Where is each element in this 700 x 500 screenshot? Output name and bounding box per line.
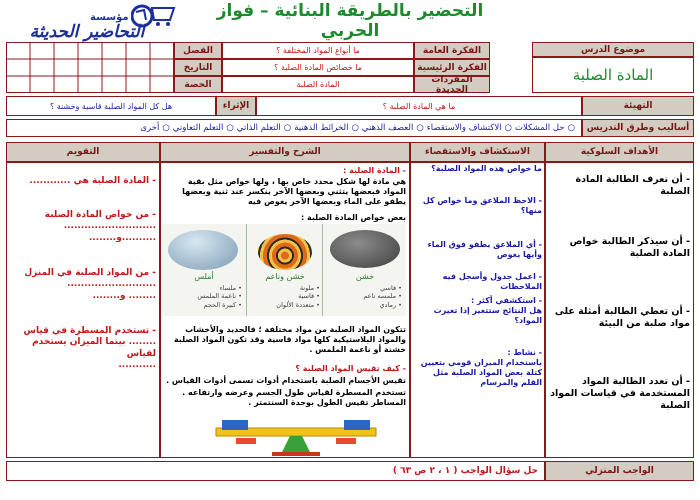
method-radio-3[interactable]: ○	[416, 123, 424, 133]
evaluate-item-2-text: - من خواص المادة الصلبة ...........................	[44, 210, 156, 232]
method-item-1: حل المشكلات	[514, 123, 565, 133]
explain-header: الشرح والتفسير	[160, 142, 410, 162]
prop-rough-1: • قاسي	[380, 284, 402, 292]
method-item-3: العصف الذهني	[361, 123, 414, 133]
warmup-label: التهيئة	[582, 96, 694, 116]
enrichment-value: هل كل المواد الصلبة قاسية وخشنة ؟	[6, 96, 216, 116]
explain-text-5: تستخدم المسطرة لقياس طول الجسم وعرضه وارتفاعه . المساطر تقيس الطول بوحدة السنتمتر .	[182, 388, 406, 407]
evaluate-item-4-text: - تستخدم المسطرة في قياس ........ بينما الميزان يستخدم لقياس	[23, 326, 156, 359]
explore-item-5-head: - استكشفي أكثر :	[470, 296, 542, 305]
explain-head-2: - كيف تقيس المواد الصلبة ؟	[295, 364, 406, 373]
method-radio-4[interactable]: ○	[351, 123, 359, 133]
method-item-5: التعلم الذاتي	[236, 123, 281, 133]
explore-item-6	[414, 348, 542, 388]
lesson-topic-value: المادة الصلبة	[532, 57, 694, 93]
explore-item-1	[414, 164, 542, 174]
prop-mixed-3: • متعددة الألوان	[276, 300, 320, 309]
explain-text-3: تتكون المواد الصلبة من مواد مختلفة ؛ فالحديد والأخشاب والمواد البلاستيكية كلها مواد قاسية وقد تكون المواد الصلبة خشنة أو ناعمة الملمس .	[173, 325, 406, 354]
class-label: الفصل	[174, 42, 222, 59]
explain-text-1: هي مادة لها شكل محدد خاص بها ، ولها خواص مثل بقية المواد فبعضها يتثني وبعضها الآخر ينكسر عند ثنية وبعضها يطفو على الماء وبعضها الآخر يغوص فيه	[182, 177, 406, 206]
method-item-2: الاكتشاف والاستقصاء	[426, 123, 502, 133]
evaluate-item-1-text: - المادة الصلبة هي ............	[29, 176, 156, 186]
new-vocab-label: المفردات الجديدة	[414, 76, 490, 93]
logo-name: التحاضير الحديثة	[29, 22, 145, 42]
rough-stone-image	[330, 230, 400, 268]
explore-item-6-body: باستخدام الميزان قومي بتعيين كتلة بعض المواد الصلبة مثل القلم والمرسام	[420, 358, 542, 387]
explain-text-4: تقيس الأجسام الصلبة باستخدام أدوات تسمى أدوات القياس .	[166, 376, 406, 385]
image-props-mixed	[250, 284, 320, 309]
explore-item-4-head: - اعمل جدول وأسجل فيه الملاحظات	[442, 272, 542, 291]
explore-item-6-head: - نشاط :	[507, 348, 542, 357]
period-label: الحصة	[174, 76, 222, 93]
prop-smooth-1: • ملساء	[219, 284, 242, 292]
evaluate-item-2-dots: ..........و........	[88, 232, 156, 243]
logo	[2, 2, 180, 44]
image-label-smooth: أملس	[194, 272, 214, 281]
image-label-rough: خشن	[355, 272, 375, 281]
evaluate-header: التقويم	[6, 142, 160, 162]
objective-3: - أن تعطي الطالبة أمثلة على مواد صلبة من البيئة	[554, 306, 690, 329]
balance-scale-image	[206, 412, 386, 456]
explore-item-2	[414, 196, 542, 216]
explore-item-4	[414, 272, 542, 292]
evaluate-item-4-dots: ...........	[118, 359, 156, 370]
method-item-6: التعلم التعاوني	[172, 123, 224, 133]
shell-image	[258, 234, 312, 270]
homework-label: الواجب المنزلي	[545, 461, 694, 481]
image-props-smooth	[166, 284, 242, 309]
schedule-grid	[6, 42, 174, 93]
methods-list	[6, 119, 582, 137]
explore-header: الاستكشاف والاستقصاء	[410, 142, 545, 162]
evaluate-item-3-dots: ........ و........	[92, 290, 156, 301]
objective-2: - أن سيذكر الطالبة خواص المادة الصلبة	[569, 236, 690, 259]
date-label: التاريخ	[174, 59, 222, 76]
general-idea-value: ما أنواع المواد المختلفة ؟	[222, 42, 414, 59]
evaluate-body	[6, 162, 160, 458]
method-radio-2[interactable]: ○	[504, 123, 512, 133]
method-item-7: أخرى	[140, 123, 160, 133]
explain-text-2: بعض خواص المادة الصلبة :	[300, 213, 406, 222]
explore-item-5	[414, 296, 542, 326]
explore-item-2-head: - الاحظ الملاعق وما خواص كل منها؟	[422, 196, 542, 215]
evaluate-item-4	[10, 326, 156, 371]
image-divider-2	[322, 224, 323, 316]
method-radio-5[interactable]: ○	[283, 123, 292, 133]
prop-mixed-1: • ملونة	[299, 284, 320, 292]
method-radio-6[interactable]: ○	[226, 123, 234, 133]
prop-rough-3: • رمادي	[379, 300, 402, 309]
explore-item-3-head: - أي الملاعق يطفو فوق الماء وأيها يغوص	[427, 240, 542, 259]
evaluate-item-2	[10, 210, 156, 244]
page-title: التحضير بالطريقة البنائية – فواز الحربي	[216, 1, 484, 41]
method-radio-7[interactable]: ○	[162, 123, 170, 133]
main-idea-value: ما خصائص المادة الصلبة ؟	[222, 59, 414, 76]
materials-image	[162, 224, 406, 316]
objective-1: - أن تعرف الطالبة المادة الصلبة	[575, 174, 690, 197]
explain-head-1: - المادة الصلبة :	[343, 166, 406, 175]
warmup-value: ما هي المادة الصلبة ؟	[256, 96, 582, 116]
prop-smooth-3: • كبيرة الحجم	[203, 300, 242, 309]
new-vocab-value: المادة الصلبة	[222, 76, 414, 93]
image-label-mixed: خشن وناعم	[265, 272, 305, 281]
explore-item-1-head: ما خواص هذه المواد الصلبة؟	[431, 164, 542, 173]
logo-org: مؤسسة	[90, 12, 129, 23]
method-radio-1[interactable]: ○	[567, 123, 575, 133]
main-idea-label: الفكرة الرئيسية	[414, 59, 490, 76]
image-divider-1	[246, 224, 247, 316]
evaluate-item-3-text: - من المواد الصلبة في المنزل ..........................	[24, 268, 156, 290]
prop-smooth-2: • ناعمة الملمس	[197, 292, 242, 301]
general-idea-label: الفكرة العامة	[414, 42, 490, 59]
objective-4: - أن تعدد الطالبة المواد المستخدمة في قياسات المواد الصلبة	[550, 376, 690, 411]
enrichment-label: الإثراء	[216, 96, 256, 116]
lesson-topic-label: موضوع الدرس	[532, 42, 694, 57]
method-item-4: الخرائط الذهنية	[294, 123, 349, 133]
explore-item-3	[414, 240, 542, 260]
explore-item-5-body: هل النتائج ستتغير إذا تغيرت المواد؟	[433, 306, 542, 325]
prop-rough-2: • ملمسه ناعم	[363, 292, 402, 301]
objectives-header: الأهداف السلوكية	[545, 142, 694, 162]
prop-mixed-2: • قاسية	[298, 292, 320, 301]
homework-value: حل سؤال الواجب ( ١ ، ٢ ص ٦٣ )	[6, 461, 545, 481]
methods-label: أساليب وطرق التدريس	[582, 119, 694, 137]
evaluate-item-3	[10, 268, 156, 302]
evaluate-item-1	[10, 176, 156, 187]
image-props-rough	[328, 284, 402, 309]
smooth-stone-image	[168, 230, 238, 270]
